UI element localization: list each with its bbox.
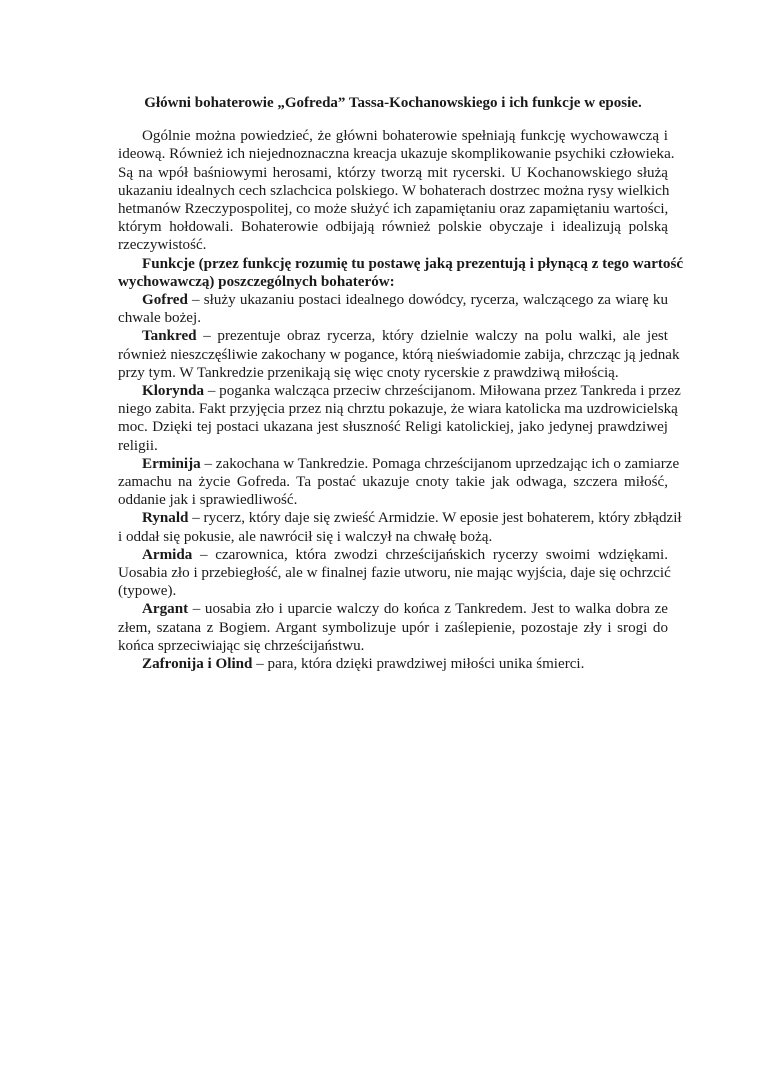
character-name: Rynald <box>142 510 189 527</box>
character-name: Tankred <box>142 328 197 345</box>
character-entry-gofred <box>118 291 668 327</box>
character-entry-zafronija-olind <box>118 655 668 673</box>
character-text: – para, która dzięki prawdziwej miłości unika śmierci. <box>252 656 585 673</box>
character-name: Armida <box>142 546 193 563</box>
intro-line: ideową. Również ich niejednoznaczna kreacja ukazuje skomplikowanie psychiki człowieka. <box>118 146 675 163</box>
character-line: Uosabia zło i przebiegłość, ale w finalnej fazie utworu, nie mając wyjścia, daje się ochrzcić <box>118 565 671 582</box>
character-entry-argant <box>118 600 668 655</box>
document-title: Główni bohaterowie „Gofreda” Tassa-Kochanowskiego i ich funkcje w eposie. <box>144 95 642 111</box>
character-line <box>118 600 668 618</box>
character-name: Klorynda <box>142 383 205 400</box>
character-entry-erminija <box>118 455 680 510</box>
intro-line: Ogólnie można powiedzieć, że główni bohaterowie spełniają funkcję wychowawczą i <box>142 128 668 145</box>
character-text: – rycerz, który daje się zwieść Armidzie. W eposie jest bohaterem, który zbłądził <box>188 510 682 527</box>
character-line: oddanie jak i sprawiedliwość. <box>118 492 298 509</box>
character-line: przy tym. W Tankredzie przenikają się więc cnoty rycerskie z prawdziwą miłością. <box>118 364 619 381</box>
character-line: końca sprzeciwiając się chrześcijaństwu. <box>118 637 365 654</box>
intro-line: hetmanów Rzeczypospolitej, co może służyć ich zapamiętaniu oraz zapamiętaniu wartości, <box>118 201 669 218</box>
character-name: Zafronija i Olind <box>142 656 253 673</box>
character-entry-armida <box>118 546 671 601</box>
functions-heading <box>118 255 684 291</box>
character-text: – uosabia zło i uparcie walczy do końca z Tankredem. Jest to walka dobra ze <box>188 601 668 618</box>
character-line: (typowe). <box>118 583 177 600</box>
character-line: złem, szatana z Bogiem. Argant symbolizuje upór i zaślepienie, pozostaje zły i srogi do <box>118 619 668 636</box>
character-line: niego zabita. Fakt przyjęcia przez nią chrztu pokazuje, że wiara katolicka ma uzdrowicielską <box>118 401 678 418</box>
character-line <box>118 327 668 345</box>
character-line <box>118 509 682 527</box>
character-entry-rynald <box>118 509 682 545</box>
character-line: religii. <box>118 437 158 454</box>
character-text: – prezentuje obraz rycerza, który dzielnie walczy na polu walki, ale jest <box>196 328 668 345</box>
functions-heading-line: wychowawczą) poszczególnych bohaterów: <box>118 273 395 290</box>
intro-line: Są na wpół baśniowymi herosami, którzy tworzą mit rycerski. U Kochanowskiego służą <box>118 164 668 181</box>
character-line <box>118 455 680 473</box>
character-line <box>118 655 668 673</box>
character-line: i oddał się pokusie, ale nawrócił się i walczył na chwałę bożą. <box>118 528 493 545</box>
character-text: – czarownica, która zwodzi chrześcijańskich rycerzy swoimi wdziękami. <box>192 546 668 563</box>
functions-heading-line: Funkcje (przez funkcję rozumię tu postawę jaką prezentują i płynącą z tego wartość <box>142 255 684 272</box>
character-line <box>118 291 668 309</box>
character-line: chwale bożej. <box>118 310 201 327</box>
intro-line: ukazaniu idealnych cech szlachcica polskiego. W bohaterach dostrzec można rysy wielkich <box>118 182 670 199</box>
character-text: – poganka walcząca przeciw chrześcijanom. Miłowana przez Tankreda i przez <box>204 383 681 400</box>
character-name: Argant <box>142 601 189 618</box>
character-entry-klorynda <box>118 382 681 455</box>
character-line: moc. Dzięki tej postaci ukazana jest słuszność Religi katolickiej, jako jedynej prawdziwej <box>118 419 668 436</box>
intro-line: którym hołdowali. Bohaterowie odbijają również polskie obyczaje i idealizują polską <box>118 219 668 236</box>
character-line <box>118 546 668 564</box>
document-page <box>118 94 684 673</box>
character-entry-tankred <box>118 327 680 382</box>
character-line: zamachu na życie Gofreda. Ta postać ukazuje cnoty takie jak odwaga, szczera miłość, <box>118 474 668 491</box>
character-line <box>118 382 681 400</box>
character-text: – zakochana w Tankredzie. Pomaga chrześcijanom uprzedzając ich o zamiarze <box>200 455 680 472</box>
character-text: – służy ukazaniu postaci idealnego dowódcy, rycerza, walczącego za wiarę ku <box>187 292 668 309</box>
character-name: Erminija <box>142 455 201 472</box>
intro-paragraph <box>118 127 675 254</box>
intro-line: rzeczywistość. <box>118 237 207 254</box>
character-line: również nieszczęśliwie zakochany w pogance, którą nieświadomie zabija, chrzcząc ją jednak <box>118 346 680 363</box>
character-name: Gofred <box>142 292 188 309</box>
